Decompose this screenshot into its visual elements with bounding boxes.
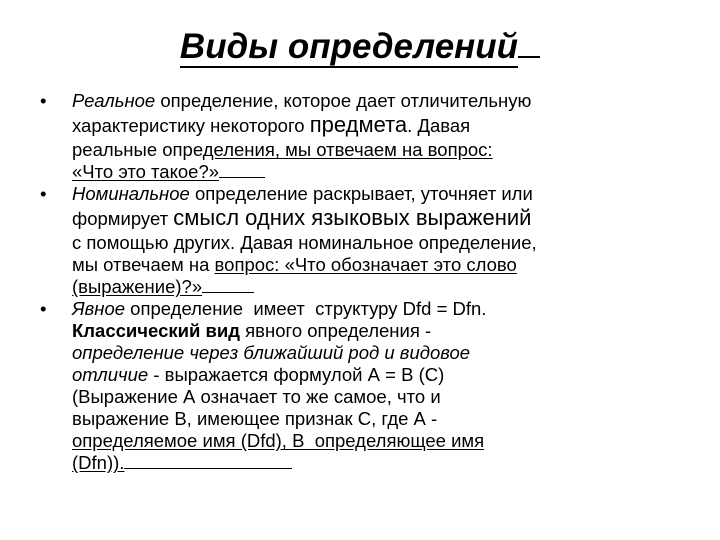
item-line	[72, 408, 710, 430]
item-text-italic: отличие	[72, 364, 149, 385]
term-nominal: Номинальное	[72, 183, 190, 204]
item-text-underlined: «Что это такое?»	[72, 161, 220, 182]
item-line	[72, 342, 710, 364]
item-text: определение раскрывает, уточняет или	[189, 183, 533, 204]
slide-body	[40, 90, 710, 474]
slide-title-text: Виды определений	[179, 27, 519, 66]
item-line	[72, 298, 710, 320]
item-text: - выражается формулой А = В (С)	[148, 364, 445, 385]
item-line	[72, 90, 710, 112]
term-real: Реальное	[72, 90, 156, 111]
item-text-bold: Классический вид	[72, 320, 240, 341]
item-text: . Давая	[407, 115, 471, 136]
term-explicit: Явное	[72, 298, 126, 319]
item-line	[72, 320, 710, 342]
item-text-underlined: определяемое имя (Dfd), В определяющее имя	[72, 430, 485, 451]
underline-tail	[219, 163, 265, 178]
bullet-item-explicit-definition	[40, 298, 710, 474]
item-line	[72, 232, 710, 254]
slide-title	[0, 24, 720, 70]
item-line	[72, 254, 710, 276]
item-line	[72, 386, 710, 408]
item-text: (Выражение А означает то же самое, что и	[72, 386, 441, 407]
item-line	[72, 161, 710, 183]
bullet-icon: •	[40, 90, 47, 111]
item-line	[72, 139, 710, 161]
item-text-large: предмета	[309, 112, 408, 137]
item-text-large: смысл одних языковых выражений	[173, 205, 532, 230]
bullet-item-nominal-definition	[40, 183, 710, 298]
item-text-underlined: (выражение)?»	[72, 276, 203, 297]
title-underline-tail	[518, 36, 540, 58]
item-text: с помощью других. Давая номинальное определение,	[72, 232, 537, 253]
item-line	[72, 452, 710, 474]
item-text-underlined: вопрос: «Что обозначает это слово	[214, 254, 517, 275]
item-text: реальные опре	[72, 139, 203, 160]
item-line	[72, 112, 710, 139]
item-line	[72, 364, 710, 386]
item-line	[72, 430, 710, 452]
item-text: определение, которое дает отличительную	[155, 90, 532, 111]
item-text: мы отвечаем на	[72, 254, 215, 275]
underline-tail	[124, 454, 292, 469]
item-text-underlined: деления, мы отвечаем на вопрос:	[202, 139, 493, 160]
item-text: определение имеет структуру Dfd = Dfn.	[125, 298, 487, 319]
item-line	[72, 205, 710, 232]
underline-tail	[202, 278, 254, 293]
item-line	[72, 276, 710, 298]
item-line	[72, 183, 710, 205]
item-text: формирует	[72, 208, 174, 229]
bullet-item-real-definition	[40, 90, 710, 183]
item-text: выражение В, имеющее признак С, где А -	[72, 408, 438, 429]
bullet-icon: •	[40, 298, 47, 319]
item-text: характеристику некоторого	[72, 115, 310, 136]
bullet-icon: •	[40, 183, 47, 204]
item-text-underlined: (Dfn)).	[72, 452, 125, 473]
item-text-italic: определение через ближайший род и видовое	[72, 342, 471, 363]
item-text: явного определения -	[240, 320, 432, 341]
